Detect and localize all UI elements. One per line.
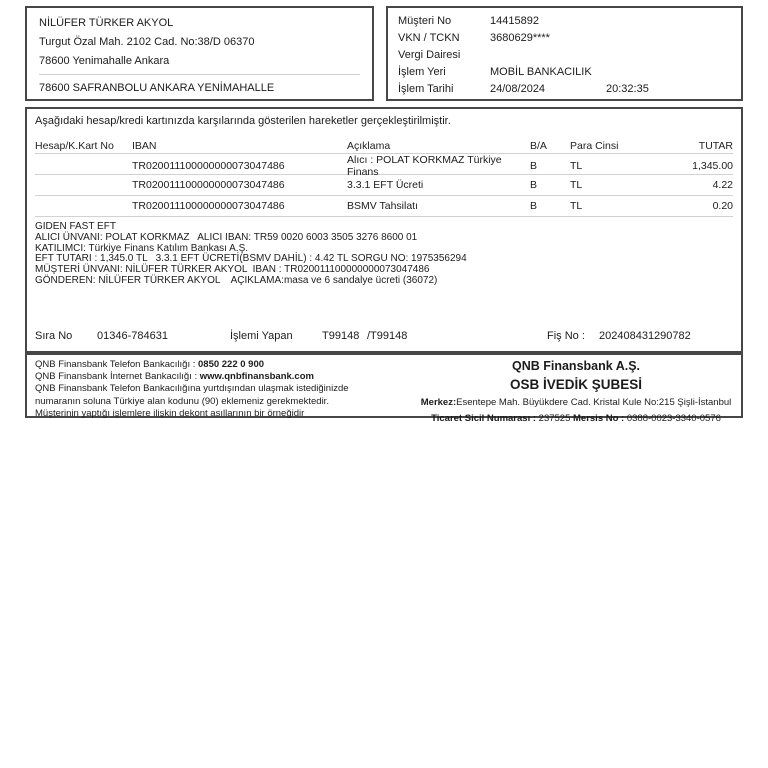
islem-yeri-extra <box>606 64 731 81</box>
transactions-box <box>25 107 743 353</box>
detail-line-musteri-unvani: MÜŞTERİ ÜNVANI: NİLÜFER TÜRKER AKYOL IBAN : TR020011100000000073047486 <box>35 264 430 276</box>
detail-line-transfer-type: GIDEN FAST EFT <box>35 221 116 232</box>
info-row-musteri-no <box>398 13 731 30</box>
transactions-intro: Aşağıdaki hesap/kredi kartınızda karşılarında gösterilen hareketler gerçekleştirilmiştir. <box>35 115 451 127</box>
footer-box <box>25 353 743 424</box>
cell-iban: TR020011100000000073047486 <box>132 179 285 191</box>
islem-yeri-value: MOBİL BANKACILIK <box>490 66 592 78</box>
bank-name: QNB Finansbank A.Ş. <box>511 359 641 373</box>
ticaret-sicil-value: 237525 <box>538 413 573 424</box>
footer-contact-info <box>27 355 411 419</box>
islemi-yapan-value-2: /T99148 <box>367 330 408 342</box>
footer-phone-label: QNB Finansbank Telefon Bankacılığı : <box>35 359 198 370</box>
cell-ba: B <box>530 160 538 172</box>
cell-amount: 1,345.00 <box>692 160 733 172</box>
musteri-no-value: 14415892 <box>490 15 539 27</box>
header-aciklama: Açıklama <box>347 139 391 152</box>
header-iban: IBAN <box>132 139 157 152</box>
sender-name: NİLÜFER TÜRKER AKYOL <box>39 17 174 29</box>
islem-yeri-label: İşlem Yeri <box>398 66 446 78</box>
info-row-vkn-tckn <box>398 30 731 47</box>
footer-website: www.qnbfinansbank.com <box>199 371 314 383</box>
cell-iban: TR020011100000000073047486 <box>132 200 285 212</box>
footer-internet-label: QNB Finansbank İnternet Bankacılığı : <box>35 371 200 383</box>
footer-copy-notice: Müşterinin yaptığı işlemlere ilişkin dekont asıllarının bir örneğidir <box>35 407 305 419</box>
branch-name: OSB İVEDİK ŞUBESİ <box>509 377 643 392</box>
islemi-yapan-value-1: T99148 <box>322 330 360 342</box>
transactions-table-body <box>27 153 741 217</box>
fis-no-label: Fiş No : <box>547 330 585 342</box>
cell-ba: B <box>530 179 538 191</box>
table-row <box>35 153 733 178</box>
musteri-no-label: Müşteri No <box>398 15 452 27</box>
sender-city: 78600 Yenimahalle Ankara <box>39 55 170 67</box>
bank-registry-line <box>411 413 741 425</box>
sira-no-value: 01346-784631 <box>97 330 168 342</box>
vkn-tckn-value: 3680629**** <box>490 32 550 44</box>
header-hesap-kart-no: Hesap/K.Kart No <box>35 139 114 152</box>
vergi-dairesi-label: Vergi Dairesi <box>398 49 461 61</box>
mersis-label: Mersis No : <box>573 413 627 424</box>
islemi-yapan-label: İşlemi Yapan <box>230 330 293 342</box>
sira-no-label: Sıra No <box>35 330 73 342</box>
header-tutar: TUTAR <box>698 139 733 152</box>
header-para-cinsi: Para Cinsi <box>570 139 619 152</box>
cell-iban: TR020011100000000073047486 <box>132 160 285 172</box>
fis-no-value: 202408431290782 <box>599 330 691 342</box>
cell-amount: 4.22 <box>712 179 733 191</box>
cell-description: Alıcı : POLAT KORKMAZ Türkiye Finans <box>347 154 502 178</box>
sender-address-box <box>25 6 374 101</box>
footer-phone-number: 0850 222 0 900 <box>198 359 265 370</box>
transfer-details-block <box>35 222 733 287</box>
detail-line-alici: ALICI ÜNVANI: POLAT KORKMAZ ALICI IBAN: TR59 0020 6003 3505 3276 8600 01 <box>35 231 418 243</box>
merkez-label: Merkez: <box>420 397 457 408</box>
cell-description: BSMV Tahsilatı <box>347 200 419 212</box>
info-row-vergi-dairesi <box>398 47 731 64</box>
detail-line-gonderen: GÖNDEREN: NİLÜFER TÜRKER AKYOL AÇIKLAMA:masa ve 6 sandalye ücreti (36072) <box>35 274 438 286</box>
cell-ba: B <box>530 200 538 212</box>
cell-currency: TL <box>570 160 583 172</box>
vkn-tckn-label: VKN / TCKN <box>398 32 460 44</box>
vergi-dairesi-extra <box>606 47 731 64</box>
cell-description: 3.3.1 EFT Ücreti <box>347 179 424 191</box>
footer-internet-line <box>35 371 411 383</box>
footer-bank-identity <box>411 355 741 424</box>
table-row <box>35 195 733 217</box>
musteri-no-extra <box>606 13 731 30</box>
customer-info-box <box>386 6 743 101</box>
islem-saati-value: 20:32:35 <box>606 83 649 95</box>
vkn-tckn-extra <box>606 30 731 47</box>
cell-amount: 0.20 <box>712 200 733 212</box>
sender-branch-line: 78600 SAFRANBOLU ANKARA YENİMAHALLE <box>39 82 275 94</box>
islem-tarihi-label: İşlem Tarihi <box>398 83 454 95</box>
detail-line-katilimci: KATILIMCI: Türkiye Finans Katılım Bankası A.Ş. <box>35 242 249 254</box>
info-row-islem-yeri <box>398 64 731 81</box>
sender-address: Turgut Özal Mah. 2102 Cad. No:38/D 06370 <box>39 36 255 48</box>
header-ba: B/A <box>530 139 547 152</box>
cell-currency: TL <box>570 179 583 191</box>
footer-abroad-line-1: QNB Finansbank Telefon Bankacılığına yurtdışından ulaşmak istediğinizde <box>35 383 349 395</box>
transactions-table-header <box>35 137 733 154</box>
sender-box-divider <box>39 74 360 75</box>
bank-address-line <box>411 397 741 409</box>
vergi-dairesi-value <box>490 47 606 64</box>
sequence-row <box>27 329 741 343</box>
ticaret-sicil-label: Ticaret Sicil Numarası : <box>431 413 539 424</box>
footer-abroad-line-2: numaranın soluna Türkiye alan kodunu (90) eklemeniz gerekmektedir. <box>35 395 329 407</box>
cell-currency: TL <box>570 200 583 212</box>
islem-tarihi-value: 24/08/2024 <box>490 83 546 95</box>
footer-phone-line <box>35 359 411 371</box>
info-row-islem-tarihi <box>398 81 731 98</box>
merkez-value: Esentepe Mah. Büyükdere Cad. Kristal Kule No:215 Şişli-İstanbul <box>456 397 732 408</box>
mersis-value: 0388-0023-3340-0576 <box>626 413 721 424</box>
detail-line-eft-tutari: EFT TUTARI : 1,345.0 TL 3.3.1 EFT ÜCRETİ(BSMV DAHİL) : 4.42 TL SORGU NO: 1975356294 <box>35 253 467 265</box>
